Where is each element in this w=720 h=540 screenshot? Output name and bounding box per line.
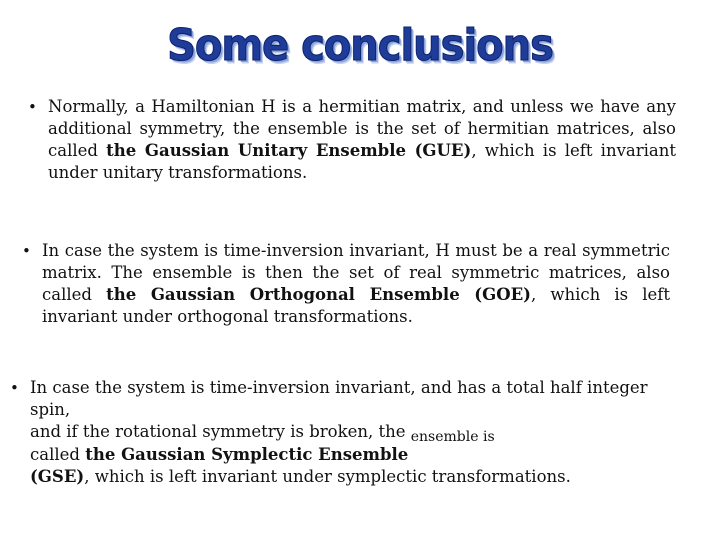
bullet-text-post: , which is left invariant under orthogonal transformations. [42, 285, 670, 326]
bullet-gse [10, 377, 674, 486]
bullet-text-bold: the Gaussian Unitary Ensemble (GUE) [106, 141, 472, 160]
bullet-line-4 [30, 466, 674, 488]
bullet-line-3-bold: the Gaussian Symplectic Ensemble [85, 445, 409, 464]
bullet-line-2-overlay: ensemble is [410, 429, 495, 445]
bullet-line-3-pre: called [30, 445, 86, 464]
bullet-line-4-bold: (GSE) [30, 467, 85, 486]
bullet-text [42, 240, 670, 328]
bullet-text [30, 377, 674, 488]
bullet-marker: • [22, 242, 31, 260]
bullet-marker: • [28, 98, 37, 116]
bullet-text-post: , which is left invariant under unitary transformations. [48, 141, 676, 182]
bullet-text-bold: the Gaussian Orthogonal Ensemble (GOE) [106, 285, 531, 304]
bullet-line-3 [30, 444, 674, 466]
bullet-line-1: In case the system is time-inversion invariant, and has a total half integer spin, [30, 378, 648, 419]
bullet-line-4-post: , which is left invariant under symplectic transformations. [84, 467, 571, 486]
bullet-goe [22, 240, 670, 328]
bullet-line-2 [30, 421, 674, 444]
slide-title: Some conclusions [167, 21, 553, 71]
bullet-text [48, 96, 676, 184]
bullet-text-pre: In case the system is time-inversion invariant, H must be a real symmetric matrix. The ensemble is then the set of real symmetric matrices, also called [42, 241, 670, 304]
bullet-gue [28, 96, 676, 184]
bullet-line-2-start: and if the rotational symmetry is broken, the [30, 422, 406, 441]
bullet-marker: • [10, 379, 19, 397]
bullet-text-pre: Normally, a Hamiltonian H is a hermitian matrix, and unless we have any additional symmetry, the ensemble is the set of hermitian matrices, also called [48, 97, 676, 160]
